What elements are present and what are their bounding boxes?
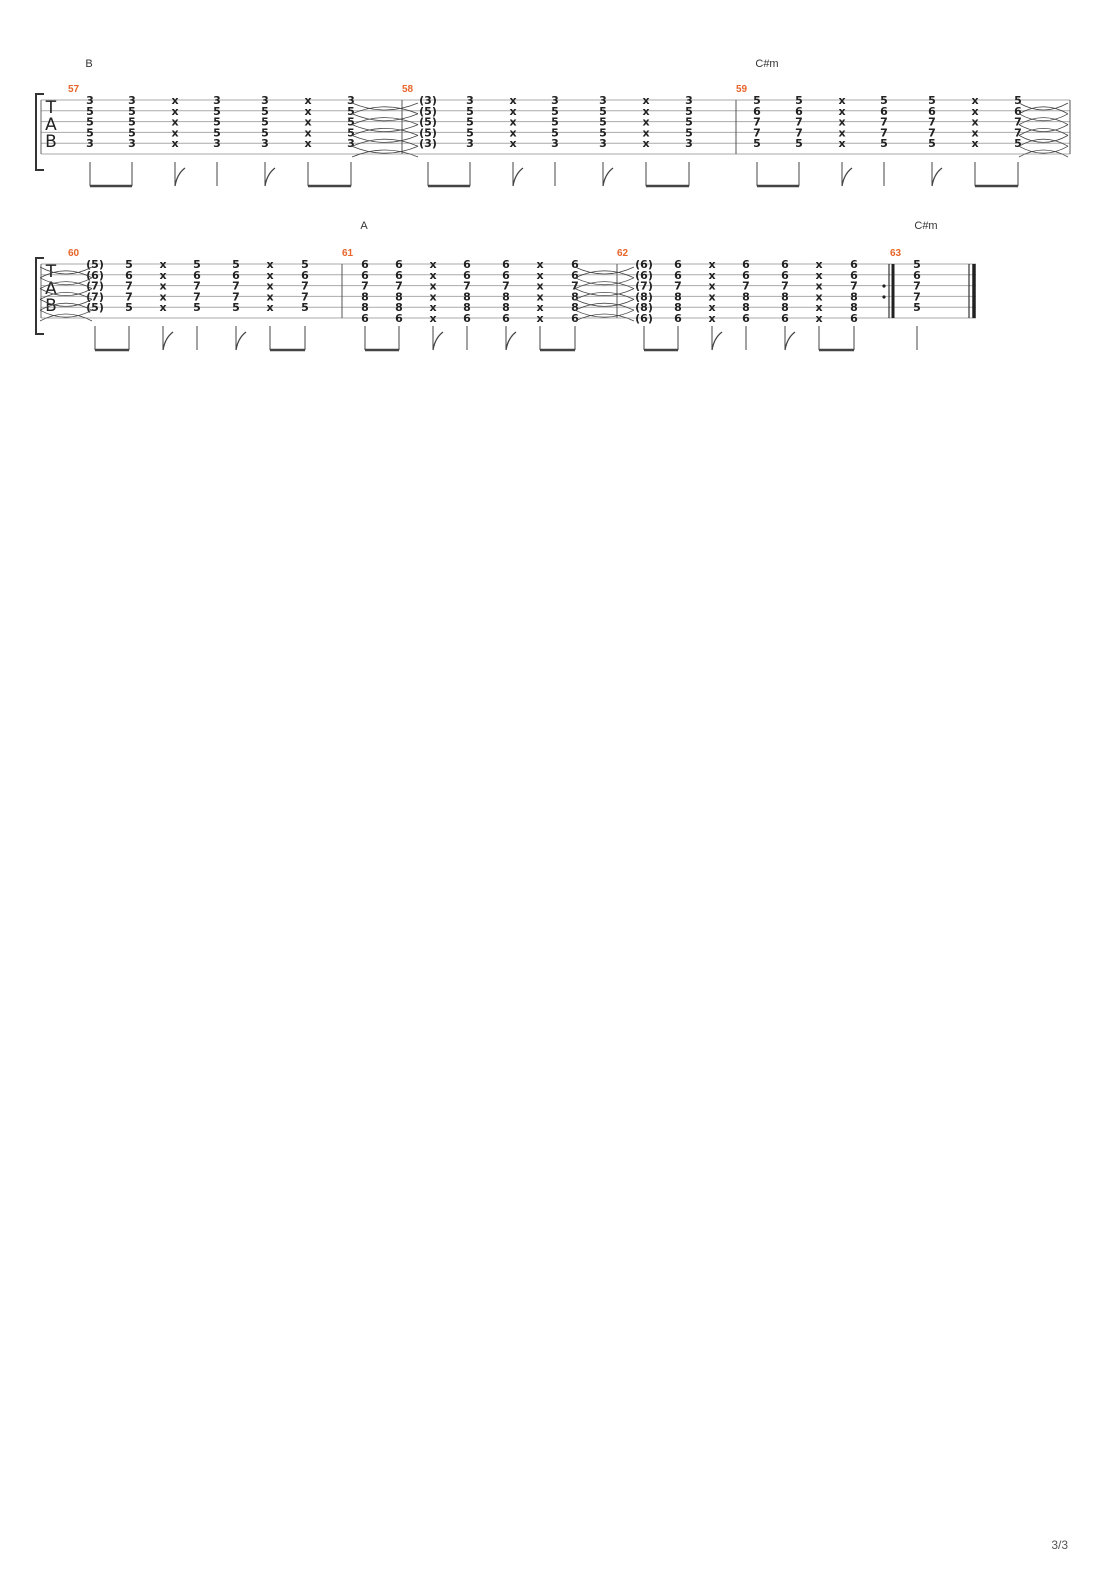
fret-number: 6 [781, 268, 789, 282]
fret-number: 5 [213, 115, 221, 129]
fret-number: 5 [86, 115, 94, 129]
fret-number: 5 [466, 115, 474, 129]
fret-number: 6 [193, 268, 201, 282]
fret-number: 6 [742, 312, 750, 325]
tab-clef-letter: A [45, 279, 57, 299]
fret-number: x [509, 94, 517, 107]
tab-clef-letter: B [45, 296, 57, 316]
fret-number: x [708, 312, 716, 325]
fret-number: x [171, 137, 179, 151]
fret-number: 3 [86, 137, 94, 151]
fret-number: 6 [850, 312, 858, 325]
fret-number: 5 [193, 301, 201, 315]
fret-number: (7) [86, 290, 104, 304]
fret-number: 5 [913, 258, 921, 271]
fret-number: x [266, 258, 274, 271]
fret-number: 8 [361, 290, 369, 304]
fret-number: 3 [466, 137, 474, 151]
fret-number: (5) [419, 104, 437, 118]
fret-number: 6 [395, 258, 403, 271]
chord-name: A [360, 220, 368, 232]
fret-number: 6 [301, 268, 309, 282]
fret-number: 6 [928, 104, 936, 118]
fret-number: 8 [781, 301, 789, 315]
fret-number: 5 [261, 126, 269, 140]
fret-number: x [509, 104, 517, 118]
fret-number: x [815, 312, 823, 325]
fret-number: 6 [463, 268, 471, 282]
fret-number: 7 [674, 279, 682, 293]
fret-number: 7 [232, 290, 240, 304]
fret-number: 3 [685, 137, 693, 151]
fret-number: 8 [742, 301, 750, 315]
fret-number: 5 [551, 115, 559, 129]
fret-number: (7) [635, 279, 653, 293]
fret-number: x [429, 301, 437, 315]
fret-number: x [971, 94, 979, 107]
fret-number: 3 [599, 137, 607, 151]
fret-number: 6 [463, 312, 471, 325]
fret-number: 5 [347, 104, 355, 118]
fret-number: x [838, 104, 846, 118]
fret-number: x [815, 258, 823, 271]
fret-number: 5 [928, 137, 936, 151]
fret-number: 7 [125, 279, 133, 293]
fret-number: x [642, 137, 650, 151]
fret-number: 5 [599, 115, 607, 129]
fret-number: 3 [261, 94, 269, 107]
fret-number: 6 [571, 258, 579, 271]
fret-number: 8 [395, 301, 403, 315]
fret-number: 6 [395, 312, 403, 325]
fret-number: (8) [635, 301, 653, 315]
fret-number: 3 [128, 137, 136, 151]
fret-number: x [642, 104, 650, 118]
fret-number: 6 [674, 258, 682, 271]
chord-name: C#m [914, 220, 938, 232]
fret-number: 5 [795, 137, 803, 151]
fret-number: x [536, 290, 544, 304]
eighth-flag [163, 332, 173, 350]
fret-number: 7 [301, 290, 309, 304]
fret-number: x [971, 104, 979, 118]
fret-number: x [642, 94, 650, 107]
chord-name: B [85, 58, 93, 70]
fret-number: 8 [674, 290, 682, 304]
fret-number: 7 [232, 279, 240, 293]
fret-number: 6 [571, 268, 579, 282]
fret-number: 8 [674, 301, 682, 315]
fret-number: 3 [551, 137, 559, 151]
measure-number: 57 [68, 84, 80, 95]
fret-number: 3 [213, 137, 221, 151]
fret-number: 5 [753, 137, 761, 151]
fret-number: 5 [86, 126, 94, 140]
fret-number: x [304, 104, 312, 118]
fret-number: 6 [753, 104, 761, 118]
fret-number: (5) [419, 115, 437, 129]
measure-number: 62 [617, 248, 629, 259]
fret-number: 5 [599, 104, 607, 118]
fret-number: 6 [742, 258, 750, 271]
fret-number: 5 [261, 115, 269, 129]
fret-number: 7 [125, 290, 133, 304]
fret-number: x [642, 115, 650, 129]
fret-number: x [708, 290, 716, 304]
fret-number: 5 [599, 126, 607, 140]
fret-number: 8 [502, 301, 510, 315]
fret-number: 5 [466, 104, 474, 118]
fret-number: 7 [395, 279, 403, 293]
fret-number: x [838, 115, 846, 129]
fret-number: 8 [395, 290, 403, 304]
fret-number: 7 [361, 279, 369, 293]
fret-number: x [838, 94, 846, 107]
fret-number: 5 [913, 301, 921, 315]
fret-number: 7 [193, 279, 201, 293]
eighth-flag [236, 332, 246, 350]
fret-number: 5 [125, 258, 133, 271]
fret-number: 5 [86, 104, 94, 118]
fret-number: 8 [361, 301, 369, 315]
fret-number: x [171, 115, 179, 129]
fret-number: x [509, 126, 517, 140]
fret-number: 7 [781, 279, 789, 293]
fret-number: (6) [635, 258, 653, 271]
eighth-flag [842, 168, 852, 186]
fret-number: 5 [685, 115, 693, 129]
fret-number: x [304, 137, 312, 151]
eighth-flag [712, 332, 722, 350]
fret-number: x [838, 137, 846, 151]
fret-number: 5 [880, 137, 888, 151]
fret-number: 7 [795, 115, 803, 129]
fret-number: x [266, 279, 274, 293]
fret-number: 7 [880, 115, 888, 129]
fret-number: 7 [928, 126, 936, 140]
fret-number: 3 [261, 137, 269, 151]
fret-number: 3 [685, 94, 693, 107]
fret-number: 5 [125, 301, 133, 315]
fret-number: x [171, 94, 179, 107]
fret-number: 5 [685, 104, 693, 118]
fret-number: x [642, 126, 650, 140]
fret-number: 7 [795, 126, 803, 140]
eighth-flag [433, 332, 443, 350]
fret-number: 5 [928, 94, 936, 107]
fret-number: x [708, 268, 716, 282]
fret-number: x [266, 268, 274, 282]
fret-number: x [429, 258, 437, 271]
fret-number: x [536, 268, 544, 282]
fret-number: x [536, 301, 544, 315]
fret-number: 7 [193, 290, 201, 304]
fret-number: 3 [128, 94, 136, 107]
chord-name: C#m [755, 58, 779, 70]
fret-number: 5 [1014, 94, 1022, 107]
fret-number: 8 [781, 290, 789, 304]
fret-number: 7 [742, 279, 750, 293]
fret-number: 8 [742, 290, 750, 304]
fret-number: x [971, 115, 979, 129]
fret-number: x [971, 137, 979, 151]
fret-number: 5 [232, 258, 240, 271]
fret-number: 7 [928, 115, 936, 129]
fret-number: x [429, 290, 437, 304]
fret-number: (5) [419, 126, 437, 140]
fret-number: 3 [213, 94, 221, 107]
fret-number: 5 [551, 126, 559, 140]
fret-number: x [815, 290, 823, 304]
fret-number: 5 [347, 126, 355, 140]
fret-number: x [815, 268, 823, 282]
measure-number: 60 [68, 248, 80, 259]
tab-system-2 [36, 220, 976, 350]
fret-number: 8 [571, 301, 579, 315]
fret-number: 6 [781, 258, 789, 271]
fret-number: 7 [463, 279, 471, 293]
fret-number: 8 [850, 290, 858, 304]
fret-number: 6 [674, 312, 682, 325]
fret-number: 7 [753, 126, 761, 140]
fret-number: 6 [781, 312, 789, 325]
fret-number: 8 [463, 301, 471, 315]
fret-number: 8 [502, 290, 510, 304]
page-number: 3/3 [1051, 1538, 1068, 1552]
fret-number: 6 [850, 258, 858, 271]
measure-number: 59 [736, 84, 748, 95]
tab-clef-letter: T [45, 98, 57, 118]
fret-number: x [708, 301, 716, 315]
fret-number: x [266, 301, 274, 315]
fret-number: x [971, 126, 979, 140]
fret-number: 6 [361, 268, 369, 282]
fret-number: 5 [213, 104, 221, 118]
tab-system-1 [36, 58, 1070, 186]
fret-number: x [159, 268, 167, 282]
fret-number: 5 [128, 115, 136, 129]
fret-number: x [536, 258, 544, 271]
eighth-flag [603, 168, 613, 186]
fret-number: 6 [502, 258, 510, 271]
fret-number: 5 [301, 258, 309, 271]
fret-number: 5 [795, 94, 803, 107]
fret-number: x [159, 301, 167, 315]
fret-number: x [815, 279, 823, 293]
tab-clef-letter: A [45, 115, 57, 135]
fret-number: 3 [86, 94, 94, 107]
fret-number: 7 [880, 126, 888, 140]
fret-number: 3 [599, 94, 607, 107]
measure-number: 58 [402, 84, 414, 95]
fret-number: 5 [347, 115, 355, 129]
fret-number: x [171, 104, 179, 118]
fret-number: x [429, 312, 437, 325]
fret-number: 6 [913, 268, 921, 282]
fret-number: 7 [301, 279, 309, 293]
fret-number: 8 [463, 290, 471, 304]
fret-number: 5 [551, 104, 559, 118]
fret-number: 3 [347, 94, 355, 107]
fret-number: x [509, 137, 517, 151]
fret-number: x [838, 126, 846, 140]
measure-number: 63 [890, 248, 902, 259]
eighth-flag [785, 332, 795, 350]
fret-number: 7 [753, 115, 761, 129]
fret-number: 6 [880, 104, 888, 118]
fret-number: 3 [466, 94, 474, 107]
fret-number: 7 [1014, 115, 1022, 129]
fret-number: 6 [361, 258, 369, 271]
fret-number: (3) [419, 137, 437, 151]
measure-number: 61 [342, 248, 354, 259]
fret-number: 5 [685, 126, 693, 140]
fret-number: 7 [850, 279, 858, 293]
fret-number: x [509, 115, 517, 129]
fret-number: 6 [571, 312, 579, 325]
fret-number: 7 [1014, 126, 1022, 140]
fret-number: 3 [347, 137, 355, 151]
fret-number: x [536, 312, 544, 325]
fret-number: 5 [880, 94, 888, 107]
eighth-flag [513, 168, 523, 186]
fret-number: x [429, 279, 437, 293]
fret-number: 6 [395, 268, 403, 282]
fret-number: x [304, 115, 312, 129]
fret-number: x [536, 279, 544, 293]
fret-number: 8 [571, 290, 579, 304]
fret-number: (3) [419, 94, 437, 107]
fret-number: 5 [261, 104, 269, 118]
fret-number: 5 [466, 126, 474, 140]
fret-number: 7 [913, 290, 921, 304]
eighth-flag [932, 168, 942, 186]
eighth-flag [506, 332, 516, 350]
fret-number: (8) [635, 290, 653, 304]
fret-number: x [708, 258, 716, 271]
fret-number: 6 [232, 268, 240, 282]
fret-number: 5 [1014, 137, 1022, 151]
fret-number: x [159, 279, 167, 293]
fret-number: 6 [502, 312, 510, 325]
fret-number: 6 [850, 268, 858, 282]
fret-number: 6 [361, 312, 369, 325]
fret-number: 6 [125, 268, 133, 282]
fret-number: x [429, 268, 437, 282]
fret-number: 3 [551, 94, 559, 107]
fret-number: 7 [502, 279, 510, 293]
fret-number: x [171, 126, 179, 140]
fret-number: 6 [795, 104, 803, 118]
fret-number: x [159, 290, 167, 304]
fret-number: 5 [232, 301, 240, 315]
fret-number: x [708, 279, 716, 293]
fret-number: x [266, 290, 274, 304]
fret-number: 5 [753, 94, 761, 107]
fret-number: (5) [86, 258, 104, 271]
fret-number: (7) [86, 279, 104, 293]
fret-number: (5) [86, 301, 104, 315]
fret-number: 5 [128, 126, 136, 140]
eighth-flag [265, 168, 275, 186]
fret-number: 5 [193, 258, 201, 271]
fret-number: (6) [635, 268, 653, 282]
fret-number: 6 [674, 268, 682, 282]
fret-number: (6) [635, 312, 653, 325]
fret-number: 6 [463, 258, 471, 271]
repeat-dot [882, 295, 885, 298]
fret-number: 7 [913, 279, 921, 293]
fret-number: 5 [213, 126, 221, 140]
fret-number: (6) [86, 268, 104, 282]
fret-number: 5 [128, 104, 136, 118]
fret-number: x [815, 301, 823, 315]
fret-number: 7 [571, 279, 579, 293]
repeat-dot [882, 284, 885, 287]
fret-number: 5 [301, 301, 309, 315]
fret-number: 8 [850, 301, 858, 315]
eighth-flag [175, 168, 185, 186]
tab-clef-letter: B [45, 132, 57, 152]
fret-number: 6 [742, 268, 750, 282]
fret-number: x [304, 94, 312, 107]
tab-clef-letter: T [45, 262, 57, 282]
fret-number: x [159, 258, 167, 271]
fret-number: 6 [1014, 104, 1022, 118]
fret-number: 6 [502, 268, 510, 282]
fret-number: x [304, 126, 312, 140]
